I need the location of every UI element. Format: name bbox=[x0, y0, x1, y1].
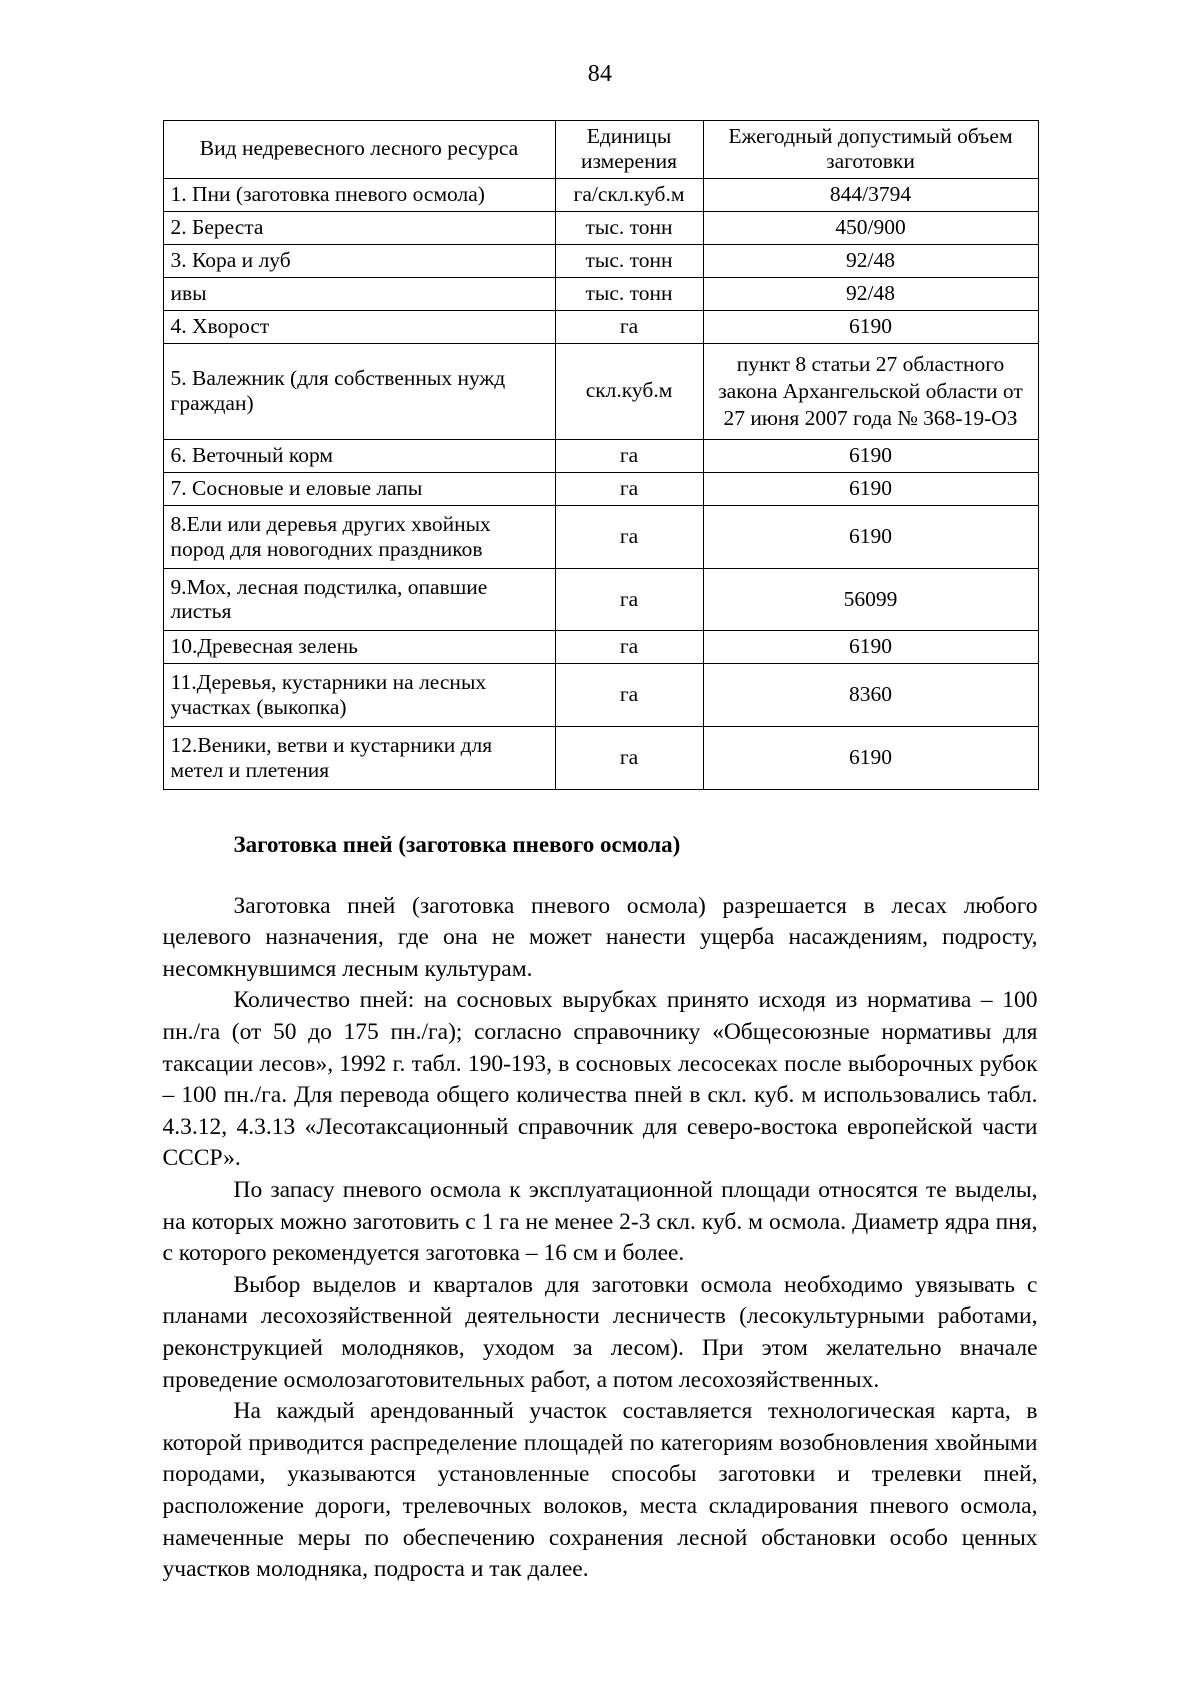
cell-unit: га bbox=[555, 664, 703, 727]
table-row bbox=[163, 439, 1038, 472]
cell-resource-name: 5. Валежник (для собственных нужд граждан) bbox=[163, 343, 555, 439]
cell-unit: тыс. тонн bbox=[555, 244, 703, 277]
table-row bbox=[163, 664, 1038, 727]
cell-unit: га bbox=[555, 439, 703, 472]
section-heading: Заготовка пней (заготовка пневого осмола) bbox=[233, 832, 681, 858]
cell-unit: скл.куб.м bbox=[555, 343, 703, 439]
table-row bbox=[163, 277, 1038, 310]
table-row bbox=[163, 310, 1038, 343]
table-row bbox=[163, 505, 1038, 568]
cell-unit: га bbox=[555, 568, 703, 631]
column-header-resource: Вид недревесного лесного ресурса bbox=[163, 121, 555, 179]
table-row bbox=[163, 472, 1038, 505]
paragraph: По запасу пневого осмола к эксплуатационной площади относятся те выделы, на которых можно заготовить с 1 га не менее 2-3 скл. куб. м осмола. Диаметр ядра пня, с которого рекомендуется заготовка – 16 см и более. bbox=[162, 1177, 1038, 1267]
cell-unit: га bbox=[555, 631, 703, 664]
table-row bbox=[163, 631, 1038, 664]
cell-volume: 92/48 bbox=[703, 277, 1038, 310]
cell-volume: 450/900 bbox=[703, 211, 1038, 244]
cell-resource-name: 10.Древесная зелень bbox=[163, 631, 555, 664]
cell-volume: 6190 bbox=[703, 439, 1038, 472]
cell-resource-name: ивы bbox=[163, 277, 555, 310]
cell-volume: 6190 bbox=[703, 631, 1038, 664]
table-row bbox=[163, 211, 1038, 244]
cell-volume: 6190 bbox=[703, 505, 1038, 568]
cell-resource-name: 1. Пни (заготовка пневого осмола) bbox=[163, 178, 555, 211]
cell-resource-name: 2. Береста bbox=[163, 211, 555, 244]
paragraph: Заготовка пней (заготовка пневого осмола) разрешается в лесах любого целевого назначения, где она не может нанести ущерба насаждениям, подросту, несомкнувшимся лесным культурам. bbox=[162, 892, 1038, 982]
cell-resource-name: 6. Веточный корм bbox=[163, 439, 555, 472]
cell-resource-name: 4. Хворост bbox=[163, 310, 555, 343]
page-number: 84 bbox=[587, 61, 613, 87]
cell-volume: 92/48 bbox=[703, 244, 1038, 277]
cell-volume: 844/3794 bbox=[703, 178, 1038, 211]
cell-volume: 6190 bbox=[703, 727, 1038, 790]
paragraph: Количество пней: на сосновых вырубках принято исходя из норматива – 100 пн./га (от 50 до 175 пн./га); согласно справочнику «Общесоюзные нормативы для таксации лесов», 1992 г. табл. 190-193, в сосновых лесосеках после выборочных рубок – 100 пн./га. Для перевода общего количества пней в скл. куб. м использовались табл. 4.3.12, 4.3.13 «Лесотаксационный справочник для северо-востока европейской части СССР». bbox=[162, 987, 1038, 1172]
column-header-units: Единицы измерения bbox=[555, 121, 703, 179]
cell-unit: га bbox=[555, 472, 703, 505]
cell-resource-name: 12.Веники, ветви и кустарники для метел и плетения bbox=[163, 727, 555, 790]
cell-unit: тыс. тонн bbox=[555, 277, 703, 310]
table-row bbox=[163, 727, 1038, 790]
cell-unit: га bbox=[555, 310, 703, 343]
cell-unit: га bbox=[555, 727, 703, 790]
cell-volume: 8360 bbox=[703, 664, 1038, 727]
cell-unit: тыс. тонн bbox=[555, 211, 703, 244]
cell-resource-name: 9.Мох, лесная подстилка, опавшие листья bbox=[163, 568, 555, 631]
cell-volume: 6190 bbox=[703, 310, 1038, 343]
table-row bbox=[163, 178, 1038, 211]
non-timber-resources-table bbox=[163, 120, 1039, 790]
cell-resource-name: 3. Кора и луб bbox=[163, 244, 555, 277]
cell-unit: га/скл.куб.м bbox=[555, 178, 703, 211]
table-header-row bbox=[163, 121, 1038, 179]
table-header bbox=[163, 121, 1038, 179]
section-paragraphs bbox=[163, 891, 1038, 1586]
table-row bbox=[163, 343, 1038, 439]
paragraph: Выбор выделов и кварталов для заготовки осмола необходимо увязывать с планами лесохозяйственной деятельности лесничеств (лесокультурными работами, реконструкцией молодняков, уходом за лесом). При этом желательно вначале проведение осмолозаготовительных работ, а потом лесохозяйственных. bbox=[162, 1271, 1038, 1393]
table-body bbox=[163, 178, 1038, 789]
cell-volume: 6190 bbox=[703, 472, 1038, 505]
column-header-volume: Ежегодный допустимый объем заготовки bbox=[703, 121, 1038, 179]
paragraph: На каждый арендованный участок составляется технологическая карта, в которой приводится распределение площадей по категориям возобновления хвойными породами, указываются установленные способы заготовки и трелевки пней, расположение дороги, трелевочных волоков, места складирования пневого осмола, намеченные меры по обеспечению сохранения лесной обстановки особо ценных участков молодняка, подроста и так далее. bbox=[162, 1398, 1038, 1583]
cell-volume: пункт 8 статьи 27 областного закона Архангельской области от 27 июня 2007 года № 368-19-ОЗ bbox=[703, 343, 1038, 439]
cell-resource-name: 11.Деревья, кустарники на лесных участках (выкопка) bbox=[163, 664, 555, 727]
table-row bbox=[163, 244, 1038, 277]
cell-volume: 56099 bbox=[703, 568, 1038, 631]
cell-resource-name: 8.Ели или деревья других хвойных пород для новогодних праздников bbox=[163, 505, 555, 568]
cell-unit: га bbox=[555, 505, 703, 568]
page-content bbox=[163, 120, 1038, 1586]
cell-resource-name: 7. Сосновые и еловые лапы bbox=[163, 472, 555, 505]
table-row bbox=[163, 568, 1038, 631]
